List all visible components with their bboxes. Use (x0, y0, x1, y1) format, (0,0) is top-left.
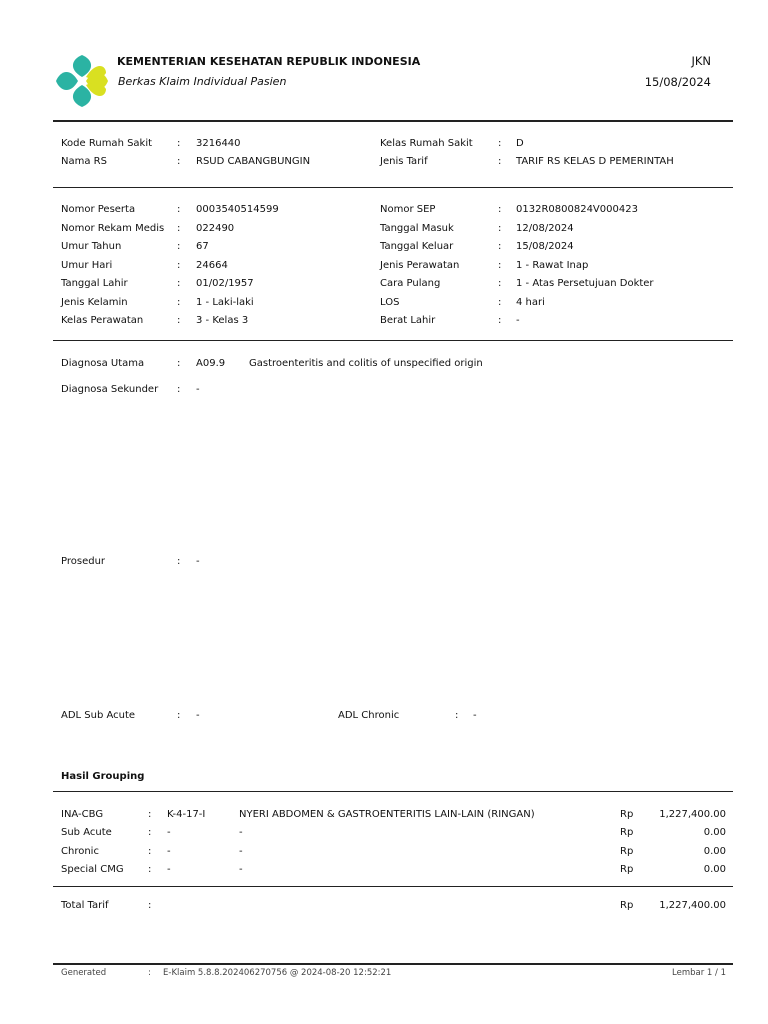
grouping-row-label: INA-CBG (61, 809, 104, 820)
adl-chronic-label: ADL Chronic (338, 710, 400, 721)
grouping-row-desc: - (239, 864, 243, 875)
total-amount: 1,227,400.00 (659, 900, 726, 911)
grouping-row-currency: Rp (620, 827, 634, 838)
colon: : (498, 260, 502, 271)
patient-field-label: Umur Hari (61, 260, 113, 271)
grouping-row-currency: Rp (620, 809, 634, 820)
kode-rs-value: 3216440 (196, 138, 241, 149)
grouping-row-label: Sub Acute (61, 827, 112, 838)
patient-field-value: 15/08/2024 (516, 241, 574, 252)
colon: : (177, 710, 181, 721)
divider (53, 340, 733, 341)
grouping-row-amount: 0.00 (703, 846, 726, 857)
patient-field-value: 0003540514599 (196, 204, 279, 215)
grouping-row-currency: Rp (620, 846, 634, 857)
diagnosa-sekunder-value: - (196, 384, 200, 395)
patient-field-label: Umur Tahun (61, 241, 122, 252)
patient-field-value: 3 - Kelas 3 (196, 315, 249, 326)
colon: : (177, 384, 181, 395)
colon: : (498, 297, 502, 308)
kemenkes-logo (55, 52, 109, 110)
colon: : (177, 223, 181, 234)
colon: : (177, 556, 181, 567)
adl-sub-acute-value: - (196, 710, 200, 721)
total-currency: Rp (620, 900, 634, 911)
header-divider (53, 120, 733, 122)
colon: : (148, 864, 152, 875)
colon: : (177, 297, 181, 308)
nama-rs-value: RSUD CABANGBUNGIN (196, 156, 311, 167)
kelas-rs-label: Kelas Rumah Sakit (380, 138, 473, 149)
jenis-tarif-label: Jenis Tarif (380, 156, 428, 167)
grouping-row-desc: - (239, 846, 243, 857)
grouping-row-amount: 1,227,400.00 (659, 809, 726, 820)
generated-label: Generated (61, 968, 107, 978)
patient-field-label: Nomor SEP (380, 204, 436, 215)
diagnosa-utama-code: A09.9 (196, 358, 226, 369)
patient-field-value: - (516, 315, 520, 326)
kode-rs-label: Kode Rumah Sakit (61, 138, 153, 149)
grouping-row-label: Chronic (61, 846, 99, 857)
diagnosa-utama-label: Diagnosa Utama (61, 358, 145, 369)
colon: : (177, 278, 181, 289)
patient-field-value: 01/02/1957 (196, 278, 254, 289)
patient-field-label: Tanggal Lahir (61, 278, 128, 289)
generated-value: E-Klaim 5.8.8.202406270756 @ 2024-08-20 12:52:21 (163, 968, 392, 978)
jenis-tarif-value: TARIF RS KELAS D PEMERINTAH (516, 156, 674, 167)
grouping-row-amount: 0.00 (703, 827, 726, 838)
patient-field-value: 67 (196, 241, 209, 252)
grouping-row-desc: - (239, 827, 243, 838)
colon: : (148, 846, 152, 857)
patient-field-label: Cara Pulang (380, 278, 441, 289)
colon: : (498, 204, 502, 215)
colon: : (148, 809, 152, 820)
grouping-row-label: Special CMG (61, 864, 124, 875)
patient-field-value: 24664 (196, 260, 228, 271)
colon: : (177, 358, 181, 369)
colon: : (177, 315, 181, 326)
prosedur-value: - (196, 556, 200, 567)
patient-field-value: 4 hari (516, 297, 545, 308)
colon: : (148, 827, 152, 838)
colon: : (177, 241, 181, 252)
grouping-row-currency: Rp (620, 864, 634, 875)
document-date: 15/08/2024 (644, 75, 711, 89)
kelas-rs-value: D (516, 138, 524, 149)
colon: : (498, 223, 502, 234)
patient-field-label: Tanggal Keluar (380, 241, 454, 252)
divider (53, 187, 733, 188)
patient-field-value: 1 - Atas Persetujuan Dokter (516, 278, 654, 289)
colon: : (455, 710, 459, 721)
colon: : (148, 968, 151, 978)
colon: : (498, 156, 502, 167)
program-label: JKN (691, 54, 711, 68)
grouping-row-code: - (167, 827, 171, 838)
patient-field-label: Jenis Perawatan (380, 260, 460, 271)
colon: : (177, 156, 181, 167)
grouping-row-desc: NYERI ABDOMEN & GASTROENTERITIS LAIN-LAIN (RINGAN) (239, 809, 535, 820)
footer-divider (53, 963, 733, 965)
colon: : (148, 900, 152, 911)
colon: : (498, 315, 502, 326)
patient-field-label: Nomor Peserta (61, 204, 136, 215)
grouping-row-amount: 0.00 (703, 864, 726, 875)
patient-field-value: 0132R0800824V000423 (516, 204, 638, 215)
colon: : (177, 260, 181, 271)
page-number: Lembar 1 / 1 (672, 968, 726, 978)
document-subtitle: Berkas Klaim Individual Pasien (118, 75, 287, 88)
patient-field-value: 022490 (196, 223, 235, 234)
patient-field-label: Nomor Rekam Medis (61, 223, 165, 234)
patient-field-value: 1 - Laki-laki (196, 297, 254, 308)
prosedur-label: Prosedur (61, 556, 106, 567)
grouping-row-code: K-4-17-I (167, 809, 206, 820)
colon: : (498, 138, 502, 149)
adl-chronic-value: - (473, 710, 477, 721)
patient-field-label: LOS (380, 297, 400, 308)
grouping-row-code: - (167, 846, 171, 857)
grouping-title: Hasil Grouping (61, 771, 145, 782)
patient-field-label: Tanggal Masuk (380, 223, 454, 234)
diagnosa-utama-desc: Gastroenteritis and colitis of unspecified origin (249, 358, 483, 369)
patient-field-label: Jenis Kelamin (61, 297, 128, 308)
patient-field-value: 12/08/2024 (516, 223, 574, 234)
diagnosa-sekunder-label: Diagnosa Sekunder (61, 384, 159, 395)
colon: : (498, 278, 502, 289)
grouping-row-code: - (167, 864, 171, 875)
nama-rs-label: Nama RS (61, 156, 107, 167)
colon: : (177, 138, 181, 149)
patient-field-label: Berat Lahir (380, 315, 436, 326)
total-tarif-label: Total Tarif (61, 900, 109, 911)
patient-field-label: Kelas Perawatan (61, 315, 144, 326)
divider (53, 886, 733, 887)
colon: : (498, 241, 502, 252)
colon: : (177, 204, 181, 215)
divider (53, 791, 733, 792)
document-title: KEMENTERIAN KESEHATAN REPUBLIK INDONESIA (117, 55, 421, 68)
adl-sub-acute-label: ADL Sub Acute (61, 710, 136, 721)
patient-field-value: 1 - Rawat Inap (516, 260, 589, 271)
